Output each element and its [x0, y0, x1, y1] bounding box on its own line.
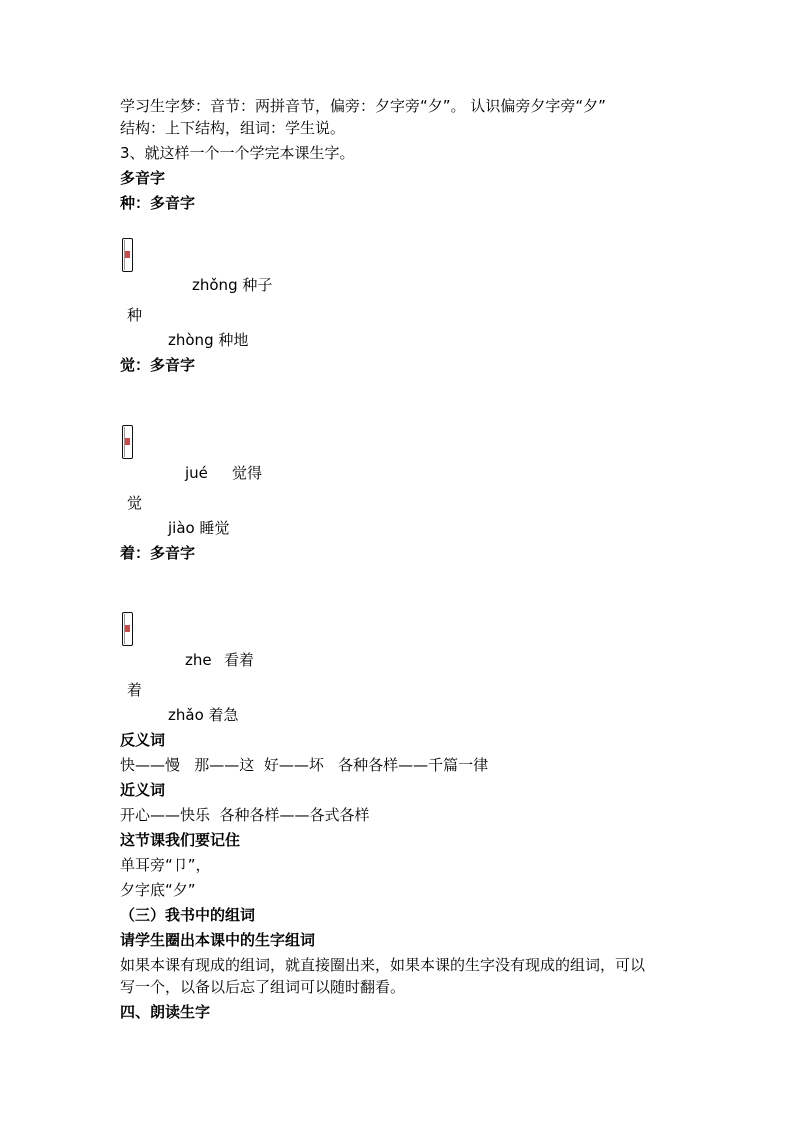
synonyms-text: 开心——快乐 各种各样——各式各样 — [120, 806, 370, 824]
jue-title: 觉：多音字 — [120, 356, 196, 374]
heading-polyphonic: 多音字 — [120, 169, 166, 187]
paragraph-step-3: 3、就这样一个一个学完本课生字。 — [120, 144, 355, 162]
zhe-title: 着：多音字 — [120, 544, 196, 562]
brace-image-icon — [122, 238, 133, 272]
paragraph-study-meng: 学习生字梦：音节：两拼音节，偏旁：夕字旁“夕”。 认识偏旁夕字旁“夕” — [120, 97, 606, 115]
zhe-reading-1-pinyin: zhe — [185, 651, 212, 669]
remember-heading: 这节课我们要记住 — [120, 831, 241, 849]
brace-image-icon — [122, 612, 133, 646]
circle-text-line-2: 写一个，以备以后忘了组词可以随时翻看。 — [120, 978, 406, 996]
zhe-char: 着 — [127, 681, 143, 699]
circle-heading: 请学生圈出本课中的生字组词 — [120, 931, 316, 949]
zhong-reading-1: zhǒng 种子 — [192, 276, 273, 294]
paragraph-structure: 结构：上下结构，组词：学生说。 — [120, 119, 346, 137]
section-4-heading: 四、朗读生字 — [120, 1003, 211, 1021]
zhong-char: 种 — [127, 306, 143, 324]
zhe-reading-1-word: 看着 — [224, 651, 255, 669]
remember-item-2: 夕字底“夕” — [120, 881, 196, 899]
zhe-reading-2: zhǎo 着急 — [168, 706, 239, 724]
synonyms-heading: 近义词 — [120, 781, 166, 799]
antonyms-heading: 反义词 — [120, 731, 166, 749]
section-3-heading: （三）我书中的组词 — [120, 906, 256, 924]
jue-char: 觉 — [127, 494, 143, 512]
zhong-title: 种：多音字 — [120, 194, 196, 212]
jue-reading-1-pinyin: jué — [185, 464, 208, 482]
jue-reading-1-word: 觉得 — [232, 464, 263, 482]
zhong-reading-2: zhòng 种地 — [168, 331, 249, 349]
remember-item-1: 单耳旁“卩”， — [120, 856, 211, 874]
circle-text-line-1: 如果本课有现成的组词，就直接圈出来，如果本课的生字没有现成的组词，可以 — [120, 956, 646, 974]
jue-reading-2: jiào 睡觉 — [168, 519, 230, 537]
antonyms-text: 快——慢 那——这 好——坏 各种各样——千篇一律 — [120, 756, 489, 774]
brace-image-icon — [122, 425, 133, 459]
